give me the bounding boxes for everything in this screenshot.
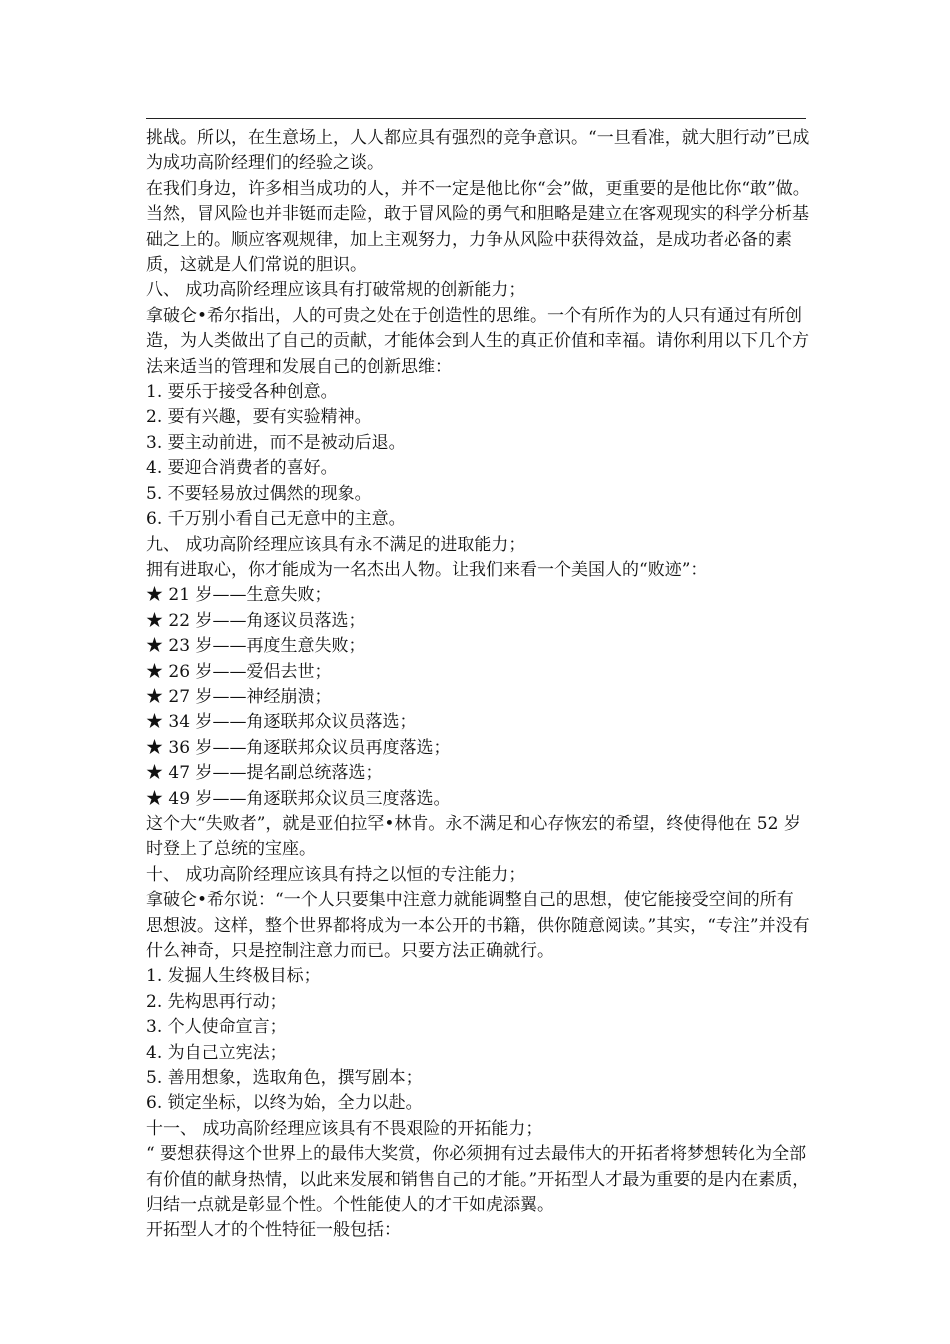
paragraph: 拥有进取心，你才能成为一名杰出人物。让我们来看一个美国人的“败迹”： [146,559,708,580]
paragraph: “ 要想获得这个世界上的最伟大奖赏，你必须拥有过去最伟大的开拓者将梦想转化为全部有价值的献身热情，以此来发展和销售自己的才能。”开拓型人才最为重要的是内在素质，归结一点就是彰显个性。个性能使人的才干如虎添翼。 [146,1144,810,1216]
list-item: 1. 要乐于接受各种创意。 [146,382,338,403]
star-list-item: ★ 34 岁——角逐联邦众议员落选； [146,712,417,733]
star-list-item: ★ 21 岁——生意失败； [146,585,332,606]
paragraph: 这个大“失败者”，就是亚伯拉罕•林肯。永不满足和心存恢宏的希望，终使得他在 52 岁时登上了总统的宝座。 [146,813,801,860]
star-list-item: ★ 26 岁——爱侣去世； [146,661,332,682]
paragraph: 拿破仑•希尔说：“一个人只要集中注意力就能调整自己的思想，使它能接受空间的所有思想波。这样，整个世界都将成为一本公开的书籍，供你随意阅读。”其实，“专注”并没有什么神奇，只是控制注意力而已。只要方法正确就行。 [146,890,810,961]
list-item: 6. 千万别小看自己无意中的主意。 [146,509,406,530]
paragraph: 挑战。所以，在生意场上，人人都应具有强烈的竞争意识。“一旦看准，就大胆行动”已成为成功高阶经理们的经验之谈。 [146,128,810,174]
list-item: 2. 要有兴趣，要有实验精神。 [146,407,372,428]
list-item: 2. 先构思再行动； [146,991,287,1012]
section-heading-11: 十一、 成功高阶经理应该具有不畏艰险的开拓能力； [146,1118,543,1139]
list-item: 1. 发掘人生终极目标； [146,966,321,987]
star-list-item: ★ 27 岁——神经崩溃； [146,686,332,707]
list-item: 6. 锁定坐标，以终为始，全力以赴。 [146,1093,423,1114]
list-item: 3. 个人使命宣言； [146,1017,287,1038]
star-list-item: ★ 22 岁——角逐议员落选； [146,610,366,631]
paragraph: 开拓型人才的个性特征一般包括： [146,1220,401,1241]
list-item: 5. 善用想象，选取角色，撰写剧本； [146,1068,423,1089]
star-list-item: ★ 49 岁——角逐联邦众议员三度落选。 [146,788,451,809]
list-item: 4. 为自己立宪法； [146,1042,287,1063]
paragraph: 拿破仑•希尔指出，人的可贵之处在于创造性的思维。一个有所作为的人只有通过有所创造，为人类做出了自己的贡献，才能体会到人生的真正价值和幸福。请你利用以下几个方法来适当的管理和发展自己的创新思维： [146,305,809,377]
paragraph: 在我们身边，许多相当成功的人，并不一定是他比你“会”做，更重要的是他比你“敢”做。当然，冒风险也并非铤而走险，敢于冒风险的勇气和胆略是建立在客观现实的科学分析基础之上的。顺应客观规律，加上主观努力，力争从风险中获得效益，是成功者必备的素质，这就是人们常说的胆识。 [146,178,810,276]
section-heading-8: 八、 成功高阶经理应该具有打破常规的创新能力； [146,280,526,301]
list-item: 5. 不要轻易放过偶然的现象。 [146,483,372,504]
star-list-item: ★ 47 岁——提名副总统落选； [146,763,383,784]
list-item: 3. 要主动前进，而不是被动后退。 [146,432,406,453]
section-heading-9: 九、 成功高阶经理应该具有永不满足的进取能力； [146,534,526,555]
list-item: 4. 要迎合消费者的喜好。 [146,458,338,479]
star-list-item: ★ 23 岁——再度生意失败； [146,636,366,657]
star-list-item: ★ 36 岁——角逐联邦众议员再度落选； [146,737,451,758]
section-heading-10: 十、 成功高阶经理应该具有持之以恒的专注能力； [146,864,526,885]
document-body [146,126,810,1244]
header-rule [146,118,806,119]
